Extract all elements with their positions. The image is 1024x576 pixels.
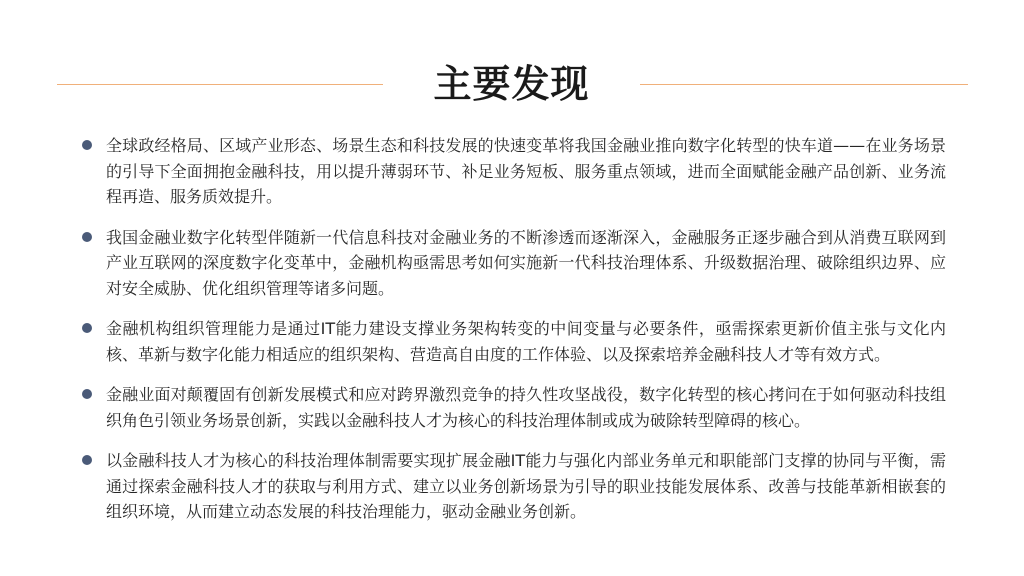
- finding-text: 我国金融业数字化转型伴随新一代信息科技对金融业务的不断渗透而逐渐深入，金融服务正逐步融合到从消费互联网到产业互联网的深度数字化变革中，金融机构亟需思考如何实施新一代科技治理体系、升级数据治理、破除组织边界、应对安全威胁、优化组织管理等诸多问题。: [106, 227, 946, 298]
- finding-text: 以金融科技人才为核心的科技治理体制需要实现扩展金融IT能力与强化内部业务单元和职能部门支撑的协同与平衡，需通过探索金融科技人才的获取与利用方式、建立以业务创新场景为引导的职业技能发展体系、改善与技能革新相嵌套的组织环境，从而建立动态发展的科技治理能力，驱动金融业务创新。: [106, 451, 946, 521]
- title-row: [0, 58, 1024, 110]
- finding-item: [80, 133, 946, 210]
- page-title: 主要发现: [433, 62, 590, 106]
- bullet-dot-icon: [82, 323, 92, 333]
- finding-text: 全球政经格局、区域产业形态、场景生态和科技发展的快速变革将我国金融业推向数字化转型的快车道——在业务场景的引导下全面拥抱金融科技，用以提升薄弱环节、补足业务短板、服务重点领域，进而全面赋能金融产品创新、业务流程再造、服务质效提升。: [106, 136, 946, 206]
- finding-text: 金融机构组织管理能力是通过IT能力建设支撑业务架构转变的中间变量与必要条件，亟需探索更新价值主张与文化内核、革新与数字化能力相适应的组织架构、营造高自由度的工作体验、以及探索培养金融科技人才等有效方式。: [106, 319, 946, 364]
- title-divider-left: [57, 84, 383, 85]
- finding-item: [80, 316, 946, 367]
- finding-item: [80, 225, 946, 302]
- finding-item: [80, 382, 946, 433]
- title-divider-right: [640, 84, 968, 85]
- bullet-dot-icon: [82, 232, 92, 242]
- bullet-dot-icon: [82, 140, 92, 150]
- findings-list: [80, 133, 946, 540]
- bullet-dot-icon: [82, 455, 92, 465]
- finding-text: 金融业面对颠覆固有创新发展模式和应对跨界激烈竞争的持久性攻坚战役，数字化转型的核心拷问在于如何驱动科技组织角色引领业务场景创新，实践以金融科技人才为核心的科技治理体制或成为破除转型障碍的核心。: [106, 385, 946, 430]
- bullet-dot-icon: [82, 389, 92, 399]
- finding-item: [80, 448, 946, 525]
